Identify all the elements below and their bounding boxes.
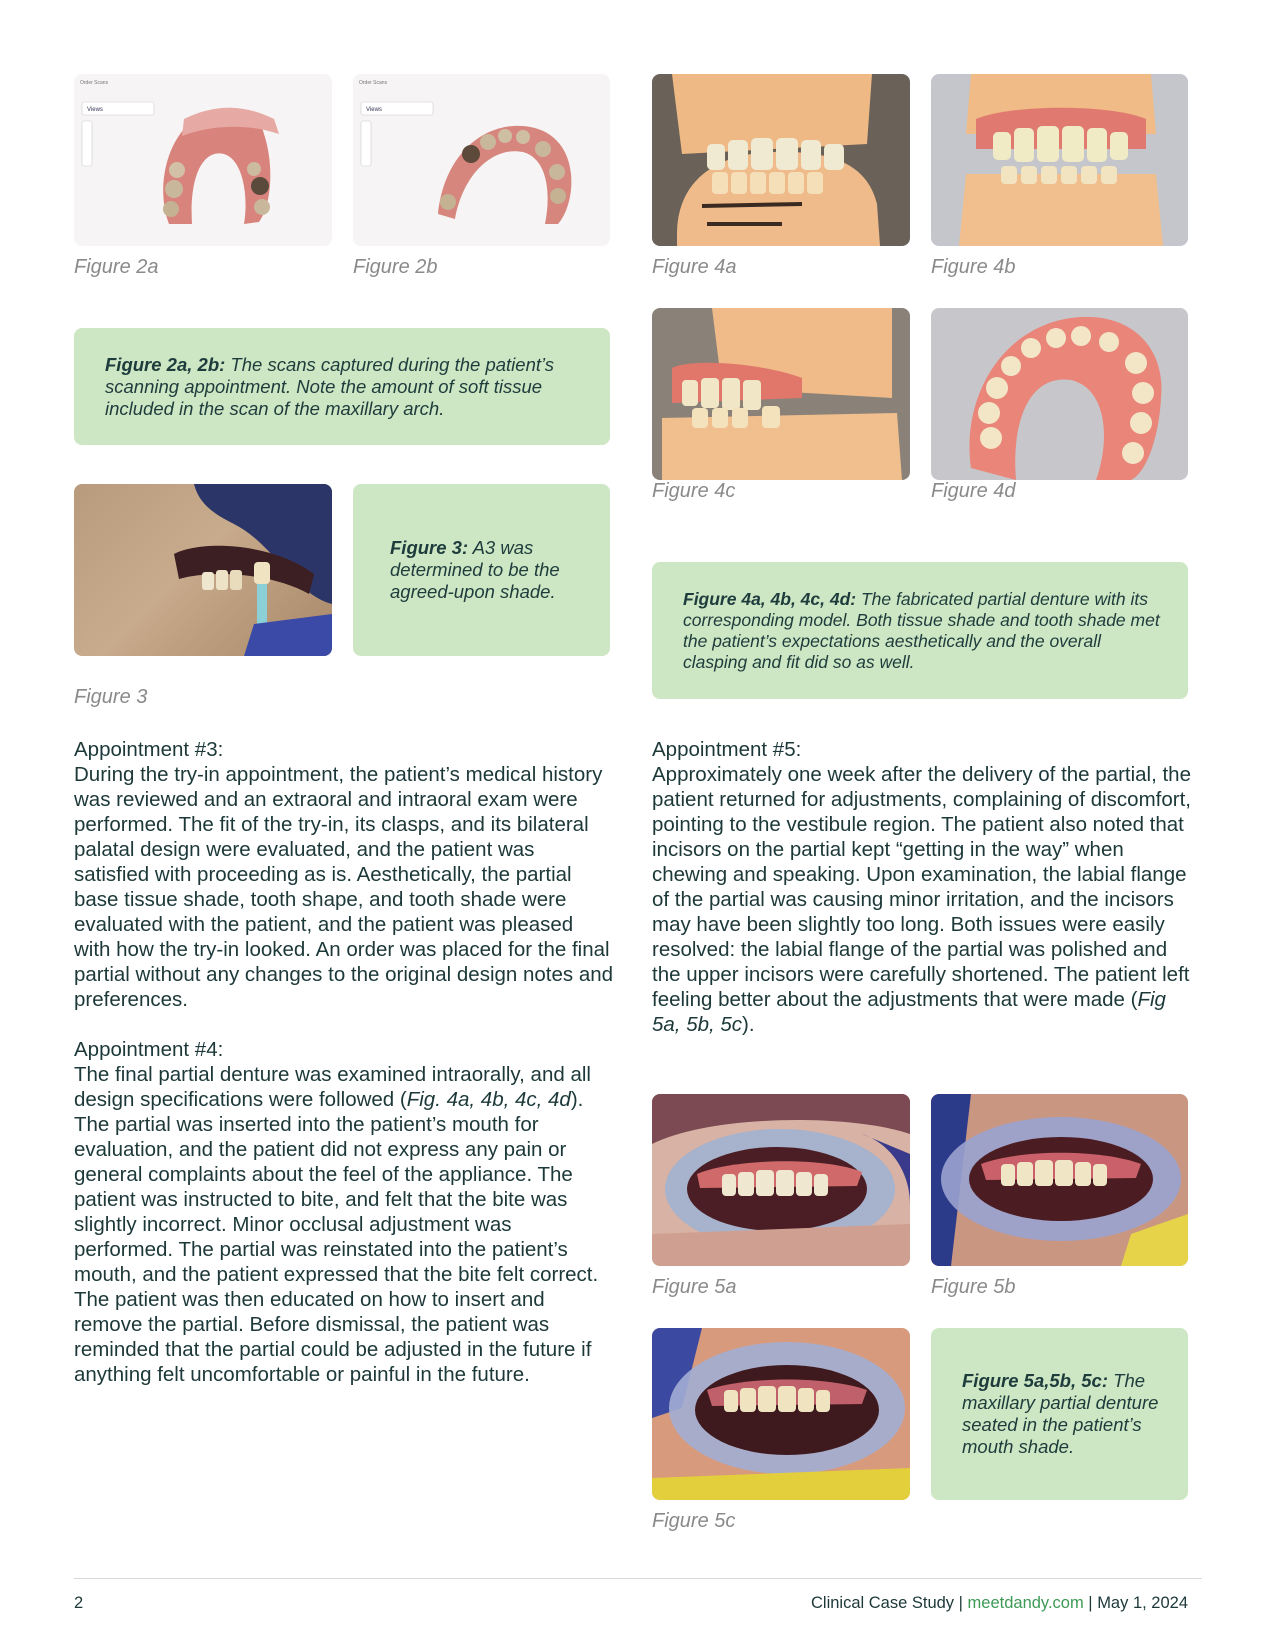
figure-2b-caption: Figure 2b xyxy=(353,256,438,278)
figure-4b-image xyxy=(931,74,1188,246)
figure-2-callout xyxy=(74,328,610,445)
callout-label: Figure 2a, 2b: xyxy=(105,353,226,375)
figure-2b-image xyxy=(353,74,610,246)
right-column-text xyxy=(652,737,1192,1062)
figure-4a-image xyxy=(652,74,910,246)
callout-text: The maxillary partial denture seated in the patient’s mouth shade. xyxy=(962,1370,1159,1457)
appointment-5 xyxy=(652,737,1192,1037)
callout-label: Figure 5a,5b, 5c: xyxy=(962,1370,1108,1391)
appointment-4-figure-ref: Fig. 4a, 4b, 4c, 4d xyxy=(406,1088,571,1111)
page-number: 2 xyxy=(74,1594,84,1612)
figure-3-image xyxy=(74,484,332,656)
figure-2a-image xyxy=(74,74,332,246)
figure-5a-caption: Figure 5a xyxy=(652,1276,737,1298)
figure-5b-caption: Figure 5b xyxy=(931,1276,1016,1298)
figure-4c-caption: Figure 4c xyxy=(652,480,736,502)
appointment-5-text-before: Approximately one week after the delivery of the partial, the patient returned for adjustments, complaining of discomfort, pointing to the vestibule region. The patient also noted that incisors on the partial kept “getting in the way” when chewing and speaking. Upon examination, the labial flange of the partial was causing minor irritation, and the incisors may have been slightly too long. Both issues were easily resolved: the labial flange of the partial was polished and the upper incisors were carefully shortened. The patient left feeling better about the adjustments that were made ( xyxy=(652,763,1191,1011)
callout-text: The fabricated partial denture with its corresponding model. Both tissue shade and tooth shade met the patient’s expectations aesthetically and the overall clasping and fit did so as well. xyxy=(683,588,1160,672)
footer-date: May 1, 2024 xyxy=(1097,1594,1188,1612)
callout-label: Figure 3: xyxy=(390,537,469,558)
figure-5-callout xyxy=(931,1328,1188,1500)
figure-4a-caption: Figure 4a xyxy=(652,256,737,278)
scan-app-title: Order Scans xyxy=(80,80,109,86)
figure-3-callout xyxy=(353,484,610,656)
scan-views-label: Views xyxy=(87,107,103,113)
footer-meta xyxy=(811,1594,1188,1613)
callout-text: A3 was determined to be the agreed-upon shade. xyxy=(390,537,560,602)
figure-4b-caption: Figure 4b xyxy=(931,256,1016,278)
appointment-5-heading: Appointment #5: xyxy=(652,738,802,761)
figure-5b-image xyxy=(931,1094,1188,1266)
footer-separator: | xyxy=(958,1594,963,1612)
appointment-4-heading: Appointment #4: xyxy=(74,1038,224,1061)
appointment-3 xyxy=(74,737,614,1012)
footer-separator: | xyxy=(1088,1594,1093,1612)
figure-5c-image xyxy=(652,1328,910,1500)
figure-3-caption: Figure 3 xyxy=(74,686,148,708)
figure-5a-image xyxy=(652,1094,910,1266)
footer-doc-type: Clinical Case Study xyxy=(810,1594,955,1612)
figure-5c-caption: Figure 5c xyxy=(652,1510,736,1532)
figure-4d-caption: Figure 4d xyxy=(931,480,1016,502)
scan-views-label: Views xyxy=(366,107,382,113)
callout-text: The scans captured during the patient’s scanning appointment. Note the amount of soft tissue included in the scan of the maxillary arch. xyxy=(105,353,555,419)
figure-4c-image xyxy=(652,308,910,480)
appointment-3-text: During the try-in appointment, the patient’s medical history was reviewed and an extraoral and intraoral exam were performed. The fit of the try-in, its clasps, and its bilateral palatal design were evaluated, and the patient was satisfied with proceeding as is. Aesthetically, the partial base tissue shade, tooth shape, and tooth shade were evaluated with the patient, and the patient was pleased with how the try-in looked. An order was placed for the final partial without any changes to the original design notes and preferences. xyxy=(74,763,614,1011)
appointment-3-heading: Appointment #3: xyxy=(74,738,224,761)
callout-label: Figure 4a, 4b, 4c, 4d: xyxy=(683,588,857,609)
figure-2a-caption: Figure 2a xyxy=(74,256,159,278)
appointment-4-text-after: ). The partial was inserted into the patient’s mouth for evaluation, and the patient did not express any pain or general complaints about the feel of the appliance. The patient was instructed to bite, and felt that the bite was slightly incorrect. Minor occlusal adjustment was performed. The partial was reinstated into the patient’s mouth, and the patient expressed that the bite felt correct. The patient was then educated on how to insert and remove the partial. Before dismissal, the patient was reminded that the partial could be adjusted in the future if anything felt uncomfortable or painful in the future. xyxy=(74,1088,599,1386)
scan-app-title: Order Scans xyxy=(359,80,388,86)
appointment-4-text-before: The final partial denture was examined intraorally, and all design specifications were followed ( xyxy=(74,1063,591,1111)
appointment-4 xyxy=(74,1037,614,1387)
figure-4-callout xyxy=(652,562,1188,699)
footer-website-link[interactable]: meetdandy.com xyxy=(967,1594,1084,1612)
footer-divider xyxy=(74,1578,1202,1579)
appointment-5-text-after: ). xyxy=(742,1013,755,1036)
left-column-text xyxy=(74,737,614,1412)
appointment-5-figure-ref: Fig 5a, 5b, 5c xyxy=(652,988,1166,1036)
figure-4d-image xyxy=(931,308,1188,480)
